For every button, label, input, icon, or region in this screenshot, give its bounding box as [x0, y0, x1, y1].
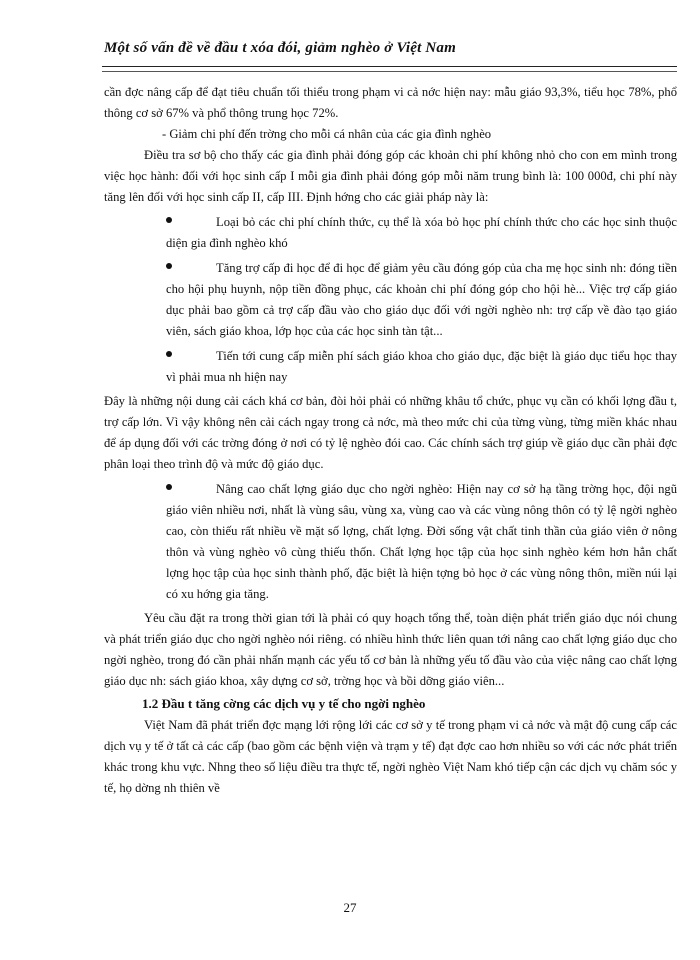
bullet-icon: [166, 351, 172, 357]
paragraph-2: Điều tra sơ bộ cho thấy các gia đình phải đóng góp các khoản chi phí không nhỏ cho con em mình trong việc học hành: đối với học sinh cấp I mỗi gia đình phải đóng góp mỗi năm trung bình là: 100 000đ, chi phí này tăng lên đối với học sinh cấp II, cấp III. Định hớng cho các giải pháp này là:: [104, 148, 677, 204]
paragraph-5: Việt Nam đã phát triển đợc mạng lới rộng lới các cơ sở y tế trong phạm vi cả nớc và mật độ cung cấp các dịch vụ y tế ở tất cả các cấp (bao gồm các bệnh viện và trạm y tế) đạt đợc cao hơn nhiều so với các nớc phát triển khác trong khu vực. Nhng theo số liệu điều tra thực tế, ngời nghèo Việt Nam khó tiếp cận các dịch vụ chăm sóc y tế, họ dờng nh thiên về: [104, 718, 677, 795]
bullet-text: Tăng trợ cấp đi học để đi học để giảm yêu cầu đóng góp của cha mẹ học sinh nh: đóng tiền cho hội phụ huynh, nộp tiền đồng phục, các khoản chi phí đóng góp cho hội hè... Việc trợ cấp giáo dục phải bao gồm cả trợ cấp đầu vào cho giáo dục đối với ngời nghèo nh: trợ cấp về đào tạo giáo viên, sách giáo khoa, lớp học của các học sinh tàn tật...: [166, 261, 677, 338]
header-divider: [102, 66, 677, 72]
bullet-icon: [166, 484, 172, 490]
running-header: Một số vấn đề về đầu t xóa đói, giảm nghèo ở Việt Nam: [104, 40, 456, 56]
document-body: [104, 82, 677, 799]
bullet-icon: [166, 263, 172, 269]
dash-item: - Giảm chi phí đến trờng cho mỗi cá nhân của các gia đình nghèo: [162, 127, 492, 141]
bullet-item: [104, 212, 677, 254]
bullet-text: Nâng cao chất lợng giáo dục cho ngời nghèo: Hiện nay cơ sở hạ tầng trờng học, đội ngũ giáo viên nhiều nơi, nhất là vùng sâu, vùng xa, vùng cao và các vùng nông thôn có tỷ lệ ngời nghèo cao, còn thiếu rất nhiều về mặt số lợng, chất lợng. Đời sống vật chất tinh thần của giáo viên ở nông thôn và vùng nghèo vô cùng thiếu thốn. Chất lợng học tập của học sinh nghèo kém hơn hẳn chất lợng học tập của học sinh thành phố, đặc biệt là hiện tợng bỏ học ở các vùng nông thôn, miền núi lại có xu hớng gia tăng.: [166, 482, 677, 601]
paragraph-1: cần đợc nâng cấp để đạt tiêu chuẩn tối thiểu trong phạm vi cả nớc hiện nay: mẫu giáo 93,3%, tiểu học 78%, phổ thông cơ sở 67% và phổ thông trung học 72%.: [104, 85, 677, 120]
bullet-text: Tiến tới cung cấp miễn phí sách giáo khoa cho giáo dục, đặc biệt là giáo dục tiểu học thay vì phải mua nh hiện nay: [166, 349, 677, 384]
bullet-text: Loại bỏ các chi phí chính thức, cụ thể là xóa bỏ học phí chính thức cho các học sinh thuộc diện gia đình nghèo khó: [166, 215, 677, 250]
paragraph-3: Đây là những nội dung cải cách khá cơ bản, đòi hỏi phải có những khâu tổ chức, phục vụ cần có khối lợng đầu t, trợ cấp lớn. Vì vậy không nên cải cách ngay trong cả nớc, mà theo mức chi của từng vùng, từng miền khác nhau để áp dụng đối với các trờng đóng ở nơi có tỷ lệ nghèo đói cao. Các chính sách trợ giúp về giáo dục cần phải đợc phân loại theo trình độ và mức độ giáo dục.: [104, 394, 677, 471]
bullet-item: [104, 258, 677, 342]
page-number: 27: [343, 900, 357, 915]
bullet-item: [104, 479, 677, 605]
bullet-item: [104, 346, 677, 388]
bullet-icon: [166, 217, 172, 223]
paragraph-4: Yêu cầu đặt ra trong thời gian tới là phải có quy hoạch tổng thể, toàn diện phát triển giáo dục nói chung và phát triển giáo dục cho ngời nghèo nói riêng. có nhiều hình thức liên quan tới nâng cao chất lợng giáo dục cho ngời nghèo, trong đó cần phải nhấn mạnh các yếu tố cơ bản là những yếu tố đầu vào của việc nâng cao chất lợng giáo dục nh: sách giáo khoa, xây dựng cơ sở, trờng học và bồi dỡng giáo viên...: [104, 611, 677, 688]
section-heading: 1.2 Đầu t tăng cờng các dịch vụ y tế cho ngời nghèo: [142, 696, 426, 711]
